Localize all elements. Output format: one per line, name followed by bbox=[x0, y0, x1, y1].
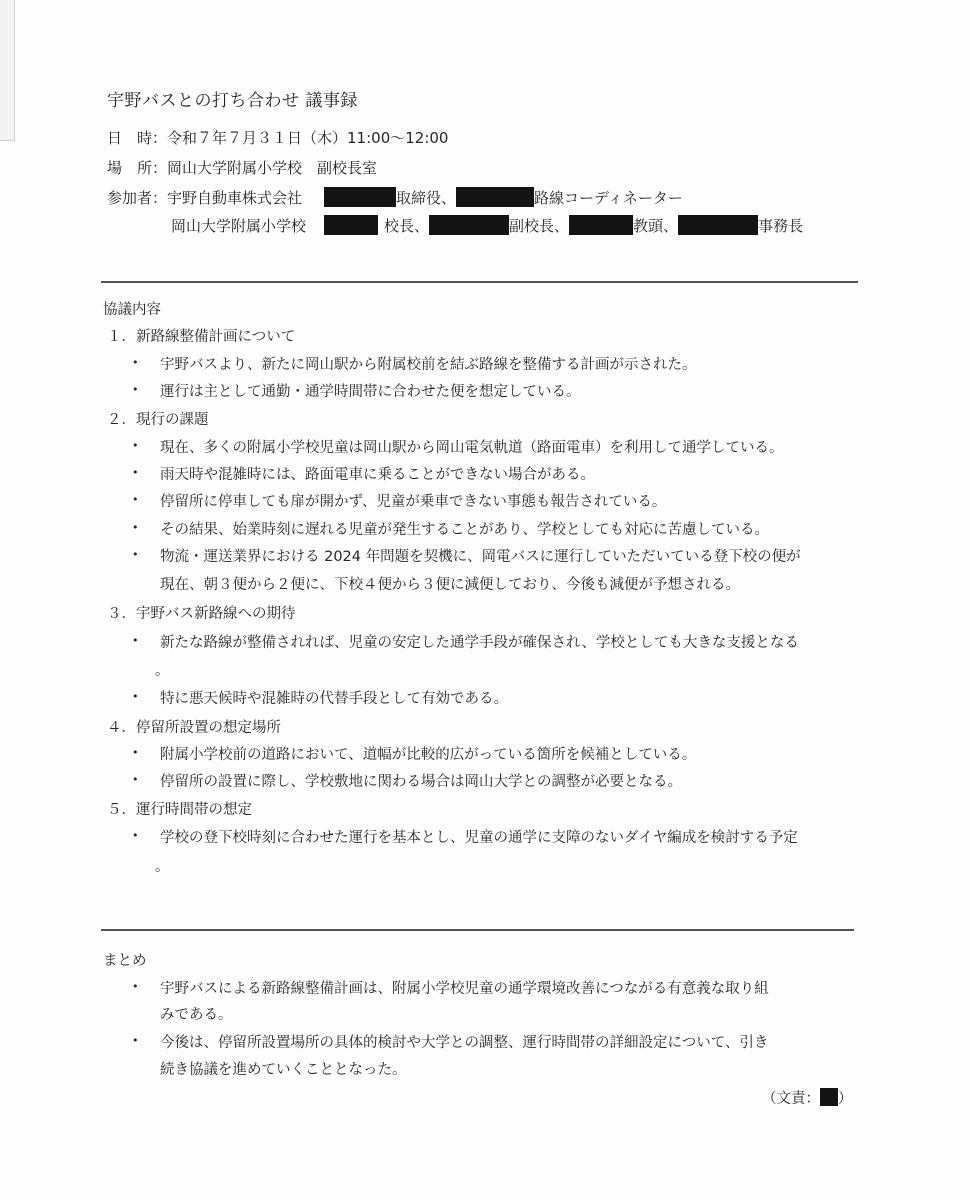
summary-heading: まとめ bbox=[103, 953, 147, 969]
section-title: １．新路線整備計画について bbox=[107, 329, 296, 345]
list-item: 宇野バスによる新路線整備計画は、附属小学校児童の通学環境改善につながる有意義な取り組 bbox=[160, 981, 769, 997]
list-item: 特に悪天候時や混雑時の代替手段として有効である。 bbox=[160, 691, 508, 707]
bullet-icon: • bbox=[132, 466, 139, 479]
author-attribution: （文責： ） bbox=[762, 1087, 853, 1108]
scanned-page-edge bbox=[0, 0, 15, 141]
list-item-continuation: 現在、朝３便から２便に、下校４便から３便に減便しており、今後も減便が予想される。 bbox=[160, 577, 740, 593]
bullet-icon: • bbox=[132, 548, 139, 561]
bullet-icon: • bbox=[132, 829, 139, 842]
bullet-icon: • bbox=[132, 521, 139, 534]
list-item: 宇野バスより、新たに岡山駅から附属校前を結ぶ路線を整備する計画が示された。 bbox=[160, 357, 697, 373]
section-title: ２．現行の課題 bbox=[107, 412, 209, 428]
participants-line-2: 岡山大学附属小学校 校長、 副校長、 教頭、 事務長 bbox=[171, 217, 804, 235]
bullet-icon: • bbox=[132, 493, 139, 506]
bullet-icon: • bbox=[132, 746, 139, 759]
bullet-icon: • bbox=[132, 980, 139, 993]
list-item: 附属小学校前の道路において、道幅が比較的広がっている箇所を候補としている。 bbox=[160, 747, 697, 763]
bullet-icon: • bbox=[132, 439, 139, 452]
divider bbox=[101, 281, 858, 283]
bullet-icon: • bbox=[132, 773, 139, 786]
redacted-name bbox=[678, 215, 758, 235]
divider bbox=[101, 929, 854, 931]
bullet-icon: • bbox=[132, 634, 139, 647]
list-item: 今後は、停留所設置場所の具体的検討や大学との調整、運行時間帯の詳細設定について、引き bbox=[160, 1035, 769, 1051]
meeting-date: 日 時：令和７年７月３１日（木）11:00〜12:00 bbox=[107, 129, 449, 147]
redacted-name bbox=[324, 215, 378, 235]
bullet-icon: • bbox=[132, 383, 139, 396]
list-item: 物流・運送業界における 2024 年問題を契機に、岡電バスに運行していただいている登下校の便が bbox=[160, 549, 801, 565]
list-item: 運行は主として通勤・通学時間帯に合わせた便を想定している。 bbox=[160, 384, 581, 400]
list-item: 雨天時や混雑時には、路面電車に乗ることができない場合がある。 bbox=[160, 467, 595, 483]
redacted-name bbox=[456, 187, 534, 207]
list-item: 新たな路線が整備されれば、児童の安定した通学手段が確保され、学校としても大きな支援となる bbox=[160, 635, 799, 651]
section-title: ５．運行時間帯の想定 bbox=[107, 802, 252, 818]
bullet-icon: • bbox=[132, 690, 139, 703]
redacted-name bbox=[324, 187, 396, 207]
bullet-icon: • bbox=[132, 356, 139, 369]
list-item-continuation: 。 bbox=[155, 859, 170, 875]
redacted-name bbox=[820, 1088, 838, 1106]
section-title: ３．宇野バス新路線への期待 bbox=[107, 606, 296, 622]
redacted-name bbox=[569, 215, 633, 235]
meeting-place: 場 所：岡山大学附属小学校 副校長室 bbox=[107, 159, 378, 177]
list-item: 学校の登下校時刻に合わせた運行を基本とし、児童の通学に支障のないダイヤ編成を検討する予定 bbox=[160, 830, 798, 846]
list-item: 停留所の設置に際し、学校敷地に関わる場合は岡山大学との調整が必要となる。 bbox=[160, 774, 682, 790]
redacted-name bbox=[429, 215, 509, 235]
section-title: ４．停留所設置の想定場所 bbox=[107, 720, 281, 736]
list-item: 停留所に停車しても扉が開かず、児童が乗車できない事態も報告されている。 bbox=[160, 494, 667, 510]
list-item-continuation: 続き協議を進めていくこととなった。 bbox=[160, 1062, 407, 1078]
bullet-icon: • bbox=[132, 1034, 139, 1047]
list-item: 現在、多くの附属小学校児童は岡山駅から岡山電気軌道（路面電車）を利用して通学している。 bbox=[160, 440, 784, 456]
participants-line-1: 参加者：宇野自動車株式会社 取締役、 路線コーディネーター bbox=[107, 189, 683, 207]
document-title: 宇野バスとの打ち合わせ 議事録 bbox=[107, 91, 358, 111]
list-item: その結果、始業時刻に遅れる児童が発生することがあり、学校としても対応に苦慮している。 bbox=[160, 522, 769, 538]
list-item-continuation: 。 bbox=[155, 663, 170, 679]
discussion-heading: 協議内容 bbox=[103, 302, 161, 318]
list-item-continuation: みである。 bbox=[160, 1007, 233, 1023]
